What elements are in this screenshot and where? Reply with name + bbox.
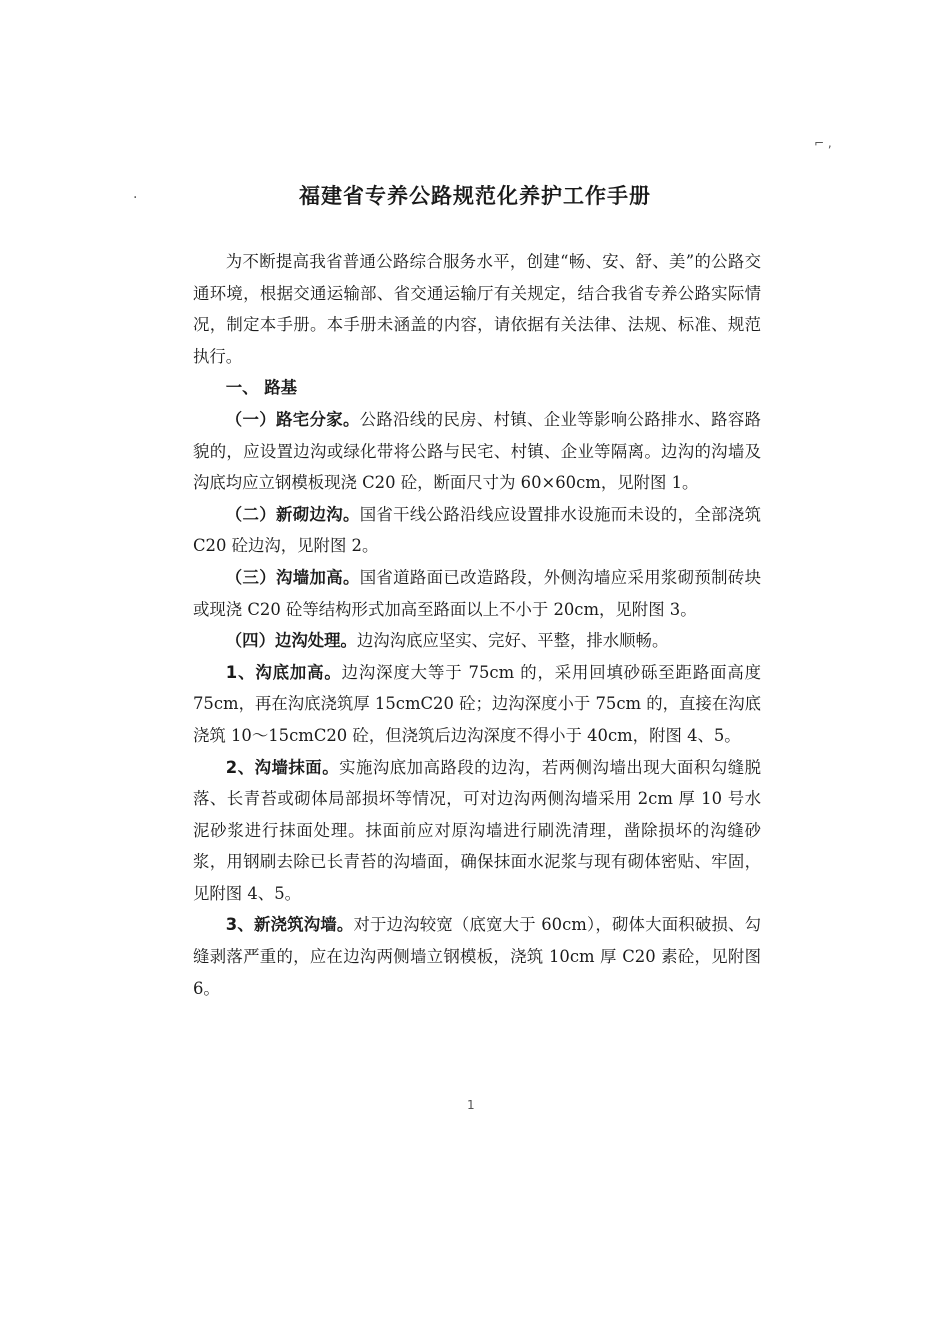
item-paragraph	[193, 909, 761, 1004]
item-label: 3、新浇筑沟墙。	[225, 915, 354, 935]
item-text: 国省道路面已改造路段，外侧沟墙应采用浆砌预制砖块或现浇 C20 砼等结构形式加高至路面以上不小于 20cm，见附图 3。	[193, 567, 762, 619]
item-paragraph	[193, 752, 761, 910]
intro-paragraph: 为不断提高我省普通公路综合服务水平，创建“畅、安、舒、美”的公路交通环境，根据交通运输部、省交通运输厅有关规定，结合我省专养公路实际情况，制定本手册。本手册未涵盖的内容，请依据有关法律、法规、标准、规范执行。	[193, 252, 761, 366]
item-paragraph	[193, 499, 761, 562]
item-label: （三）沟墙加高。	[225, 567, 360, 587]
item-paragraph	[193, 562, 761, 625]
document-body	[193, 246, 761, 1004]
section-heading	[193, 372, 761, 404]
item-text: 边沟沟底应坚实、完好、平整，排水顺畅。	[356, 631, 669, 651]
scan-mark: ⌐ ,	[814, 136, 832, 150]
item-label: （二）新砌边沟。	[225, 504, 360, 524]
item-text: 边沟深度大等于 75cm 的，采用回填砂砾至距路面高度 75cm，再在沟底浇筑厚 15cmC20 砼；边沟深度小于 75cm 的，直接在沟底浇筑 10～15cmC20 砼，但浇筑后边沟深度不得小于 40cm，附图 4、5。	[193, 662, 761, 745]
item-text: 对于边沟较宽（底宽大于 60cm），砌体大面积破损、勾缝剥落严重的，应在边沟两侧墙立钢模板，浇筑 10cm 厚 C20 素砼，见附图 6。	[193, 915, 761, 998]
page-number: 1	[467, 1098, 475, 1112]
item-label: （四）边沟处理。	[225, 631, 357, 651]
item-label: 2、沟墙抹面。	[225, 757, 340, 777]
item-label: 1、沟底加高。	[225, 662, 342, 682]
item-text: 公路沿线的民房、村镇、企业等影响公路排水、路容路貌的，应设置边沟或绿化带将公路与民宅、村镇、企业等隔离。边沟的沟墙及沟底均应立钢模板现浇 C20 砼，断面尺寸为 60×60cm，见附图 1。	[193, 409, 762, 493]
item-paragraph	[193, 404, 761, 499]
document-title: 福建省专养公路规范化养护工作手册	[299, 184, 651, 208]
scan-dot: ·	[133, 190, 138, 206]
section-heading-text: 一、 路基	[225, 378, 298, 398]
item-label: （一）路宅分家。	[225, 409, 360, 429]
item-text: 国省干线公路沿线应设置排水设施而未设的，全部浇筑 C20 砼边沟，见附图 2。	[193, 504, 762, 556]
item-text: 实施沟底加高路段的边沟，若两侧沟墙出现大面积勾缝脱落、长青苔或砌体局部损坏等情况，可对边沟两侧沟墙采用 2cm 厚 10 号水泥砂浆进行抹面处理。抹面前应对原沟墙进行刷洗清理，凿除损坏的沟缝砂浆，用钢刷去除已长青苔的沟墙面，确保抹面水泥浆与现有砌体密贴、牢固，见附图 4、5。	[193, 757, 762, 903]
item-paragraph	[193, 657, 761, 752]
item-paragraph	[193, 625, 761, 657]
